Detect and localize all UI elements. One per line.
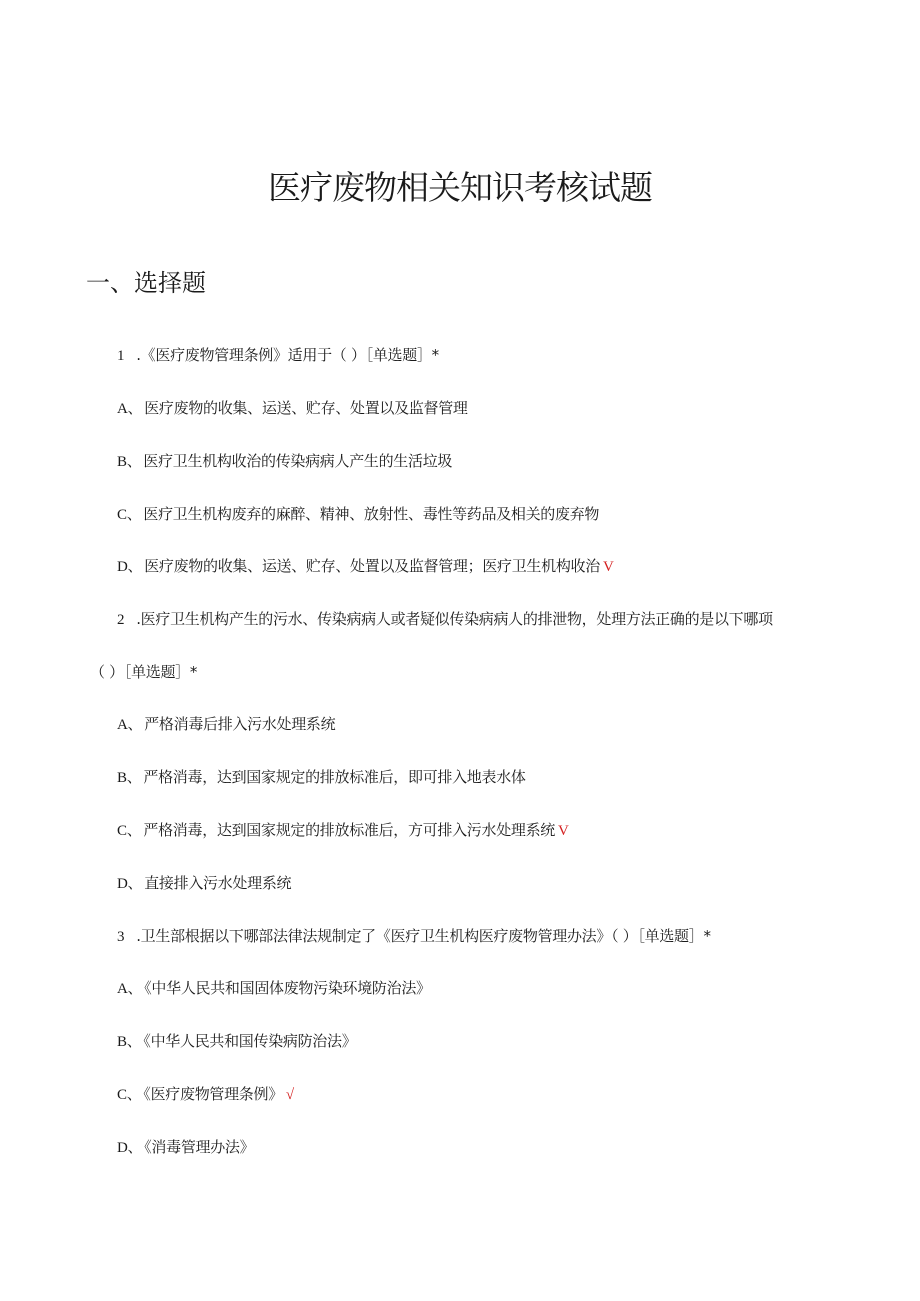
option-text: 《中华人民共和国传染病防治法》 bbox=[143, 1032, 357, 1050]
option-text: 医疗卫生机构废弃的麻醉、精神、放射性、毒性等药品及相关的废弃物 bbox=[143, 505, 600, 523]
option-2c bbox=[117, 819, 569, 842]
question-text: .《医疗废物管理条例》适用于（ ）［单选题］* bbox=[136, 346, 439, 364]
option-1d bbox=[117, 555, 614, 578]
option-3c bbox=[117, 1083, 294, 1106]
option-3d bbox=[117, 1136, 254, 1159]
option-letter: B、 bbox=[117, 454, 142, 470]
option-3a bbox=[117, 977, 431, 1000]
option-1a bbox=[117, 397, 468, 420]
question-text-continued: （ ）［单选题］* bbox=[90, 663, 198, 681]
option-letter: D、 bbox=[117, 876, 143, 892]
question-number: 3 bbox=[117, 929, 125, 945]
option-text: 《消毒管理办法》 bbox=[144, 1138, 255, 1156]
correct-answer-mark: V bbox=[558, 823, 569, 839]
option-text: 直接排入污水处理系统 bbox=[144, 874, 292, 892]
question-3 bbox=[117, 925, 711, 948]
option-text: 《医疗废物管理条例》 bbox=[143, 1085, 283, 1103]
option-text: 严格消毒，达到国家规定的排放标准后，即可排入地表水体 bbox=[143, 768, 526, 786]
question-text: .医疗卫生机构产生的污水、传染病病人或者疑似传染病病人的排泄物，处理方法正确的是以下哪项 bbox=[136, 610, 773, 628]
question-2-continued bbox=[90, 661, 197, 683]
question-1 bbox=[117, 344, 439, 367]
option-letter: D、 bbox=[117, 559, 143, 575]
option-1b bbox=[117, 450, 452, 473]
option-letter: C、 bbox=[117, 823, 142, 839]
option-3b bbox=[117, 1030, 356, 1053]
option-2a bbox=[117, 713, 335, 736]
correct-answer-mark: V bbox=[602, 559, 614, 575]
option-text: 医疗废物的收集、运送、贮存、处置以及监督管理；医疗卫生机构收治 bbox=[144, 557, 600, 575]
option-letter: B、 bbox=[117, 770, 142, 786]
option-2d bbox=[117, 872, 291, 895]
option-text: 医疗废物的收集、运送、贮存、处置以及监督管理 bbox=[144, 399, 468, 417]
option-text: 严格消毒后排入污水处理系统 bbox=[144, 715, 336, 733]
option-letter: D、 bbox=[117, 1140, 143, 1156]
question-2 bbox=[117, 608, 773, 631]
option-letter: A、 bbox=[117, 981, 143, 997]
option-letter: A、 bbox=[117, 717, 143, 733]
option-letter: C、 bbox=[117, 1087, 142, 1103]
option-text: 严格消毒，达到国家规定的排放标准后，方可排入污水处理系统 bbox=[143, 821, 556, 839]
correct-answer-mark: √ bbox=[285, 1087, 294, 1103]
option-1c bbox=[117, 503, 599, 526]
section-title: 一、选择题 bbox=[86, 269, 206, 297]
option-letter: C、 bbox=[117, 507, 142, 523]
option-text: 《中华人民共和国固体废物污染环境防治法》 bbox=[144, 979, 431, 997]
question-number: 1 bbox=[117, 348, 125, 364]
question-number: 2 bbox=[117, 612, 125, 628]
option-2b bbox=[117, 766, 526, 789]
option-letter: B、 bbox=[117, 1034, 142, 1050]
option-letter: A、 bbox=[117, 401, 143, 417]
question-text: .卫生部根据以下哪部法律法规制定了《医疗卫生机构医疗废物管理办法》（ ）［单选题］* bbox=[136, 927, 711, 945]
document-title: 医疗废物相关知识考核试题 bbox=[268, 168, 652, 207]
option-text: 医疗卫生机构收治的传染病病人产生的生活垃圾 bbox=[143, 452, 453, 470]
